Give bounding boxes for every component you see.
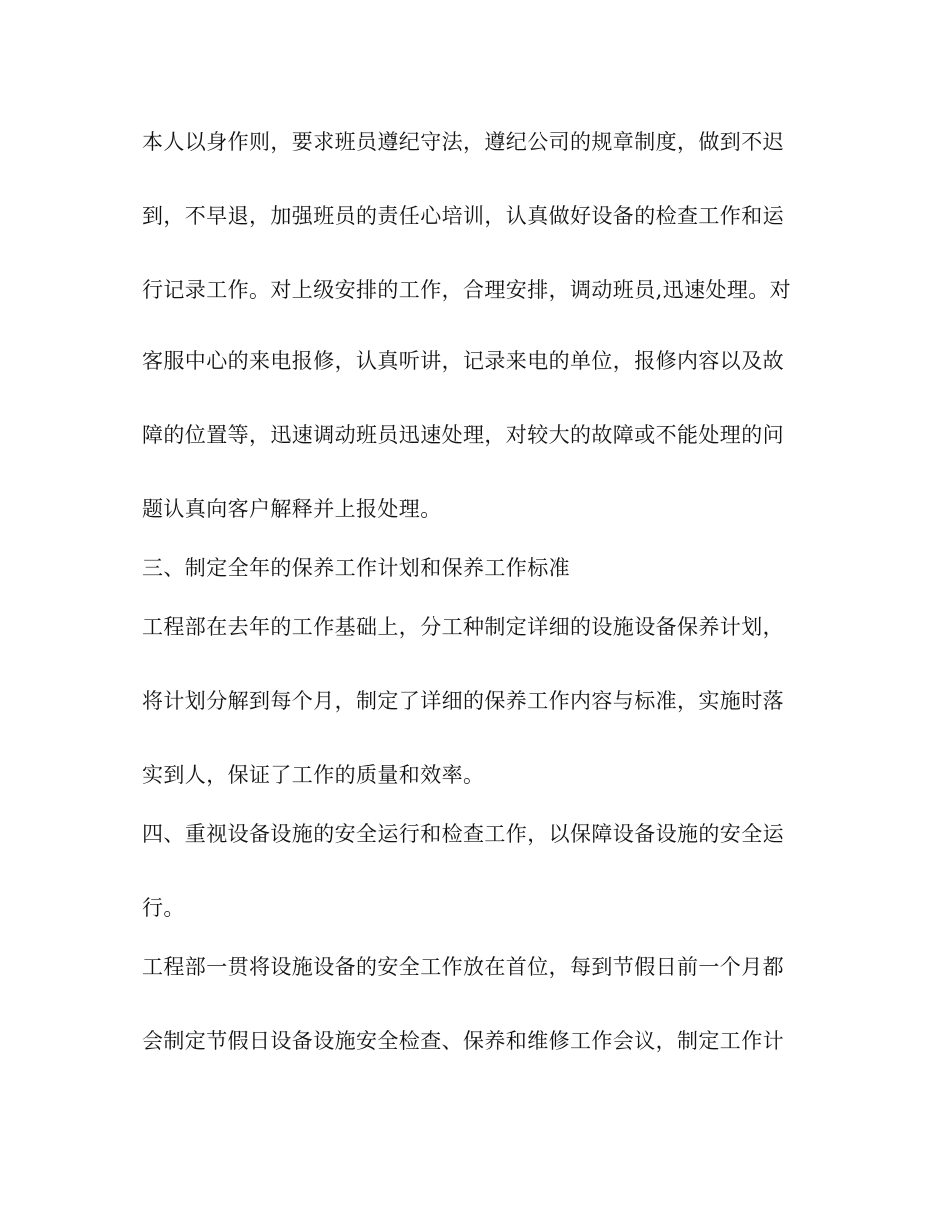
paragraph-line: 题认真向客户解释并上报处理。 <box>142 497 442 521</box>
paragraph-line: 工程部在去年的工作基础上，分工种制定详细的设施设备保养计划， <box>142 615 784 639</box>
paragraph-line: 客服中心的来电报修，认真听讲，记录来电的单位，报修内容以及故 <box>142 349 784 373</box>
section-heading-continued: 行。 <box>142 896 185 920</box>
paragraph-line: 实到人，保证了工作的质量和效率。 <box>142 763 485 787</box>
paragraph-line: 本人以身作则，要求班员遵纪守法，遵纪公司的规章制度，做到不迟 <box>142 130 784 154</box>
paragraph-line: 将计划分解到每个月，制定了详细的保养工作内容与标准，实施时落 <box>142 689 784 713</box>
paragraph-line: 会制定节假日设备设施安全检查、保养和维修工作会议，制定工作计 <box>142 1029 784 1053</box>
paragraph-line: 障的位置等，迅速调动班员迅速处理，对较大的故障或不能处理的问 <box>142 423 784 447</box>
paragraph-line: 工程部一贯将设施设备的安全工作放在首位，每到节假日前一个月都 <box>142 955 784 979</box>
section-heading: 四、重视设备设施的安全运行和检查工作，以保障设备设施的安全运 <box>142 822 784 846</box>
paragraph-line: 行记录工作。对上级安排的工作，合理安排，调动班员,迅速处理。对 <box>142 278 792 302</box>
paragraph-line: 到，不早退，加强班员的责任心培训，认真做好设备的检查工作和运 <box>142 204 784 228</box>
section-heading: 三、制定全年的保养工作计划和保养工作标准 <box>142 556 570 580</box>
